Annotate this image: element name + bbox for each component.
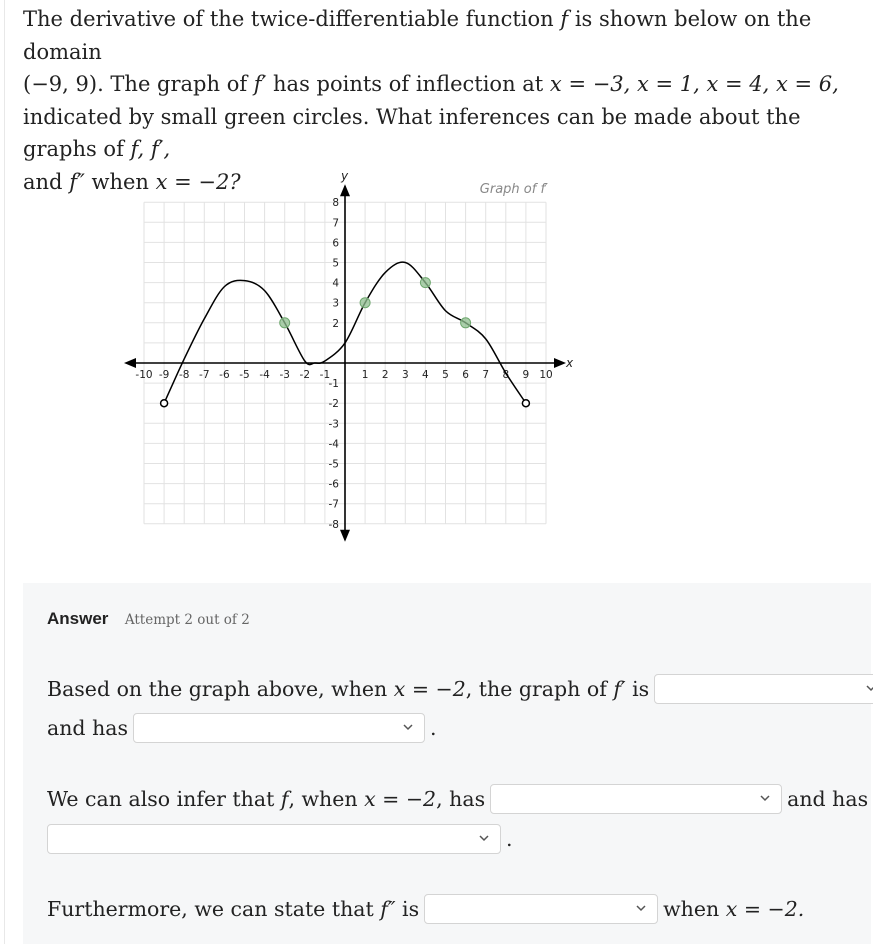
y-tick-label: 6 bbox=[332, 237, 339, 250]
x-tick-label: 6 bbox=[462, 369, 469, 381]
dropdown-f-feature-1[interactable] bbox=[490, 784, 782, 814]
answer-line-1 bbox=[47, 674, 873, 704]
answer-text: and has bbox=[47, 716, 129, 740]
x-tick-label: 3 bbox=[401, 369, 409, 381]
math-x-value: x = −2 bbox=[364, 787, 437, 811]
answer-line-5 bbox=[47, 894, 804, 924]
y-tick-label: 8 bbox=[332, 197, 339, 210]
dropdown-fprime-feature[interactable] bbox=[133, 713, 425, 743]
answer-text: . bbox=[430, 716, 437, 740]
y-tick-label: 3 bbox=[332, 297, 339, 310]
chevron-down-icon bbox=[865, 681, 873, 695]
answer-text: is bbox=[402, 897, 420, 921]
answer-text: when bbox=[663, 897, 720, 921]
y-tick-label: -3 bbox=[328, 418, 339, 431]
question-part: is shown below on the domain bbox=[23, 7, 812, 64]
answer-text: , when bbox=[288, 787, 358, 811]
y-tick-label: -1 bbox=[328, 378, 339, 391]
x-tick-label: 10 bbox=[539, 369, 553, 381]
x-tick-label: -10 bbox=[135, 369, 153, 381]
x-tick-label: 1 bbox=[361, 369, 369, 381]
inflection-point bbox=[420, 278, 430, 288]
dropdown-f-feature-2[interactable] bbox=[47, 824, 501, 854]
x-tick-label: -7 bbox=[199, 369, 210, 381]
y-tick-label: 2 bbox=[332, 317, 339, 330]
question-part: The derivative of the twice-differentiable function bbox=[23, 7, 554, 31]
answer-label: Answer bbox=[47, 609, 109, 628]
answer-line-2 bbox=[47, 713, 437, 743]
y-tick-label: -8 bbox=[328, 518, 339, 531]
open-endpoint bbox=[161, 400, 168, 407]
inflection-point bbox=[461, 318, 471, 328]
dropdown-fprime-behavior[interactable] bbox=[654, 674, 873, 704]
math-function-list: f, f′, bbox=[130, 137, 171, 161]
question-part: has points of inflection at bbox=[273, 72, 544, 96]
math-x-value: x = −2 bbox=[393, 677, 466, 701]
chevron-down-icon bbox=[478, 831, 490, 845]
x-tick-label: 2 bbox=[381, 369, 389, 381]
dropdown-fdoubleprime-sign[interactable] bbox=[424, 894, 658, 924]
y-tick-label: 5 bbox=[332, 257, 339, 270]
x-tick-label: 7 bbox=[482, 369, 490, 381]
answer-line-3 bbox=[47, 784, 868, 814]
x-tick-label: -5 bbox=[239, 369, 250, 381]
y-tick-label: 7 bbox=[332, 217, 339, 230]
y-tick-label: -4 bbox=[328, 438, 339, 451]
chevron-down-icon bbox=[635, 901, 647, 915]
answer-header bbox=[47, 609, 250, 629]
answer-text: . bbox=[506, 827, 513, 851]
attempt-counter: Attempt 2 out of 2 bbox=[124, 612, 250, 628]
x-tick-label: -2 bbox=[299, 369, 311, 381]
math-inflections: x = −3, x = 1, x = 4, x = 6, bbox=[549, 72, 839, 96]
answer-text: Furthermore, we can state that bbox=[47, 897, 374, 921]
math-domain: (−9, 9) bbox=[23, 72, 98, 96]
math-x-value: x = −2. bbox=[725, 897, 805, 921]
open-endpoint bbox=[522, 400, 529, 407]
math-fprime: f′ bbox=[253, 72, 267, 96]
x-tick-label: -3 bbox=[279, 369, 290, 381]
question-part: when bbox=[91, 169, 149, 194]
y-axis-arrow-down bbox=[340, 530, 350, 542]
x-tick-label: -9 bbox=[158, 369, 170, 381]
chart-title: Graph of f′ bbox=[479, 182, 548, 198]
answer-line-4 bbox=[42, 824, 513, 854]
x-axis-arrow-right bbox=[554, 358, 566, 368]
math-fdoubleprime: f″ bbox=[380, 897, 396, 921]
chevron-down-icon bbox=[759, 791, 771, 805]
question-part: and bbox=[23, 169, 63, 194]
fprime-graph bbox=[0, 165, 873, 545]
y-tick-label: -5 bbox=[328, 458, 339, 471]
chart-ticks bbox=[135, 197, 552, 531]
math-f: f bbox=[280, 787, 289, 811]
x-tick-label: -8 bbox=[178, 369, 190, 381]
y-tick-label: -2 bbox=[328, 398, 339, 411]
math-f: f bbox=[560, 7, 569, 31]
math-fdoubleprime: f″ bbox=[69, 169, 85, 194]
x-axis-arrow-left bbox=[124, 358, 136, 368]
question-part: . The graph of bbox=[97, 72, 248, 96]
answer-text: , has bbox=[436, 787, 486, 811]
inflection-point bbox=[360, 298, 370, 308]
answer-text: is bbox=[632, 677, 650, 701]
y-tick-label: -6 bbox=[328, 478, 339, 491]
y-tick-label: -7 bbox=[328, 498, 339, 511]
x-tick-label: -6 bbox=[219, 369, 230, 381]
chevron-down-icon bbox=[402, 720, 414, 734]
answer-panel bbox=[23, 583, 871, 944]
inflection-point bbox=[280, 318, 290, 328]
math-fprime: f′ bbox=[613, 677, 626, 701]
x-tick-label: -4 bbox=[259, 369, 270, 381]
answer-text: , the graph of bbox=[465, 677, 607, 701]
answer-text: and has bbox=[787, 787, 869, 811]
x-axis-label: x bbox=[566, 356, 574, 370]
y-axis-arrow-up bbox=[340, 184, 350, 196]
x-tick-label: 8 bbox=[502, 369, 510, 381]
x-tick-label: 5 bbox=[442, 369, 449, 381]
question-part: indicated by small green circles. What inferences can be made about the graphs of bbox=[23, 104, 801, 161]
y-tick-label: 4 bbox=[332, 277, 339, 290]
math-x-value: x = −2? bbox=[155, 169, 241, 194]
x-tick-label: -1 bbox=[319, 369, 331, 381]
answer-text: Based on the graph above, when bbox=[47, 677, 388, 701]
x-tick-label: 4 bbox=[422, 369, 429, 381]
answer-text: We can also infer that bbox=[47, 787, 275, 811]
y-axis-label: y bbox=[341, 169, 349, 184]
x-tick-label: 9 bbox=[522, 369, 530, 381]
